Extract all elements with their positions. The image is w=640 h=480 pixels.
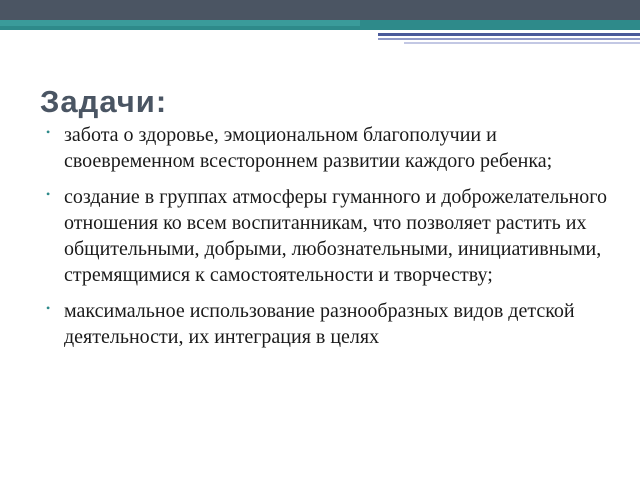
decorative-line bbox=[378, 33, 640, 36]
bullet-icon: • bbox=[46, 301, 51, 315]
header-accent-highlight bbox=[0, 20, 360, 26]
header-band bbox=[0, 0, 640, 22]
bullet-item bbox=[46, 122, 616, 174]
bullet-icon: • bbox=[46, 125, 51, 139]
bullet-text: создание в группах атмосферы гуманного и доброжелательного отношения ко всем воспитанникам, что позволяет растить их общительными, добрыми, любознательными, инициативными, стремящимися к самостоятельности и творчеству; bbox=[64, 186, 607, 286]
bullet-icon: • bbox=[46, 187, 51, 201]
bullet-item bbox=[46, 184, 616, 288]
bullet-item bbox=[46, 298, 616, 350]
bullet-text: максимальное использование разнообразных видов детской деятельности, их интеграция в целях bbox=[64, 300, 575, 348]
bullet-list bbox=[46, 122, 616, 360]
slide-title: Задачи: bbox=[40, 84, 168, 119]
decorative-line bbox=[404, 42, 640, 44]
decorative-line bbox=[378, 38, 640, 40]
bullet-text: забота о здоровье, эмоциональном благополучии и своевременном всестороннем развитии каждого ребенка; bbox=[64, 124, 553, 172]
